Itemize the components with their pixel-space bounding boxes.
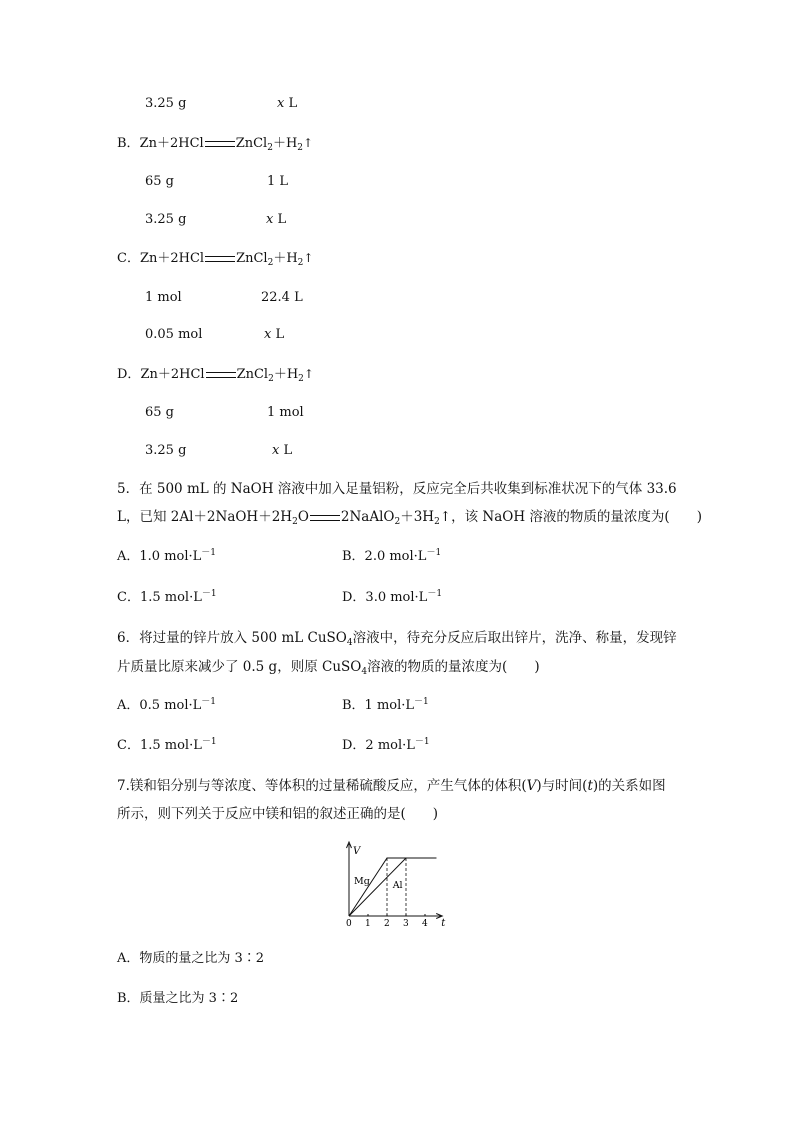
q7-option-b[interactable]: B．质量之比为 3∶2	[117, 991, 239, 1006]
q5-option-d[interactable]: D．3.0 $mol\cdot L^{-1}$	[342, 589, 443, 605]
q6-option-d[interactable]: D．2 $mol\cdot L^{-1}$	[342, 737, 430, 753]
x-tick-label: 2	[384, 919, 390, 929]
option-d-equation: D．Zn＋2HCl $ZnCl_2+H_2↑$	[117, 367, 314, 384]
q6-option-c[interactable]: C．1.5 $mol\cdot L^{-1}$	[117, 737, 217, 753]
q6-option-b[interactable]: B．1 $mol\cdot L^{-1}$	[342, 697, 429, 713]
question-7-line-1: 7.镁和铝分别与等浓度、等体积的过量稀硫酸反应，产生气体的体积(V)与时间(t)的关系如图	[117, 778, 666, 794]
q5-option-c[interactable]: C．1.5 $mol\cdot L^{-1}$	[117, 589, 217, 605]
option-d-row-1: 65 g 1 mol	[145, 405, 304, 420]
option-a-row2-left: 3.25 g	[145, 96, 187, 111]
option-c-equation: C．Zn＋2HCl $ZnCl_2+H_2↑$	[117, 251, 314, 268]
x-tick-label: 0	[346, 919, 352, 929]
series-label-mg: Mg	[354, 876, 370, 887]
x-axis-label: t	[441, 918, 446, 929]
option-b-equation: B．Zn＋2HCl $ZnCl_2+H_2↑$	[117, 136, 314, 153]
option-b-row-1: 65 g 1 L	[145, 174, 289, 189]
up-arrow-icon: ↑	[303, 251, 314, 265]
question-5-line-1: 5．在 500 mL 的 NaOH 溶液中加入足量铝粉，反应完全后共收集到标准状况下的气体 33.6	[117, 481, 677, 497]
equals-sign-icon	[310, 515, 340, 521]
option-a-row-2	[145, 95, 298, 113]
up-arrow-icon: ↑	[303, 367, 314, 381]
q5-option-a[interactable]: A．1.0 $mol\cdot L^{-1}$	[117, 548, 217, 564]
question-6-line-1: 6．将过量的锌片放入 500 mL CuSO$_4$溶液中，待充分反应后取出锌片，洗净、称量，发现锌	[117, 630, 677, 648]
option-a-row2-right: x L	[277, 96, 298, 111]
volume-time-chart	[335, 838, 455, 930]
series-label-al: Al	[392, 879, 403, 891]
question-7-line-2: 所示，则下列关于反应中镁和铝的叙述正确的是( )	[117, 806, 439, 822]
q7-option-a[interactable]: A．物质的量之比为 3∶2	[117, 951, 265, 966]
x-tick-label: 3	[403, 919, 409, 929]
q5-option-b[interactable]: B．2.0 $mol\cdot L^{-1}$	[342, 548, 442, 564]
y-axis-label: V	[353, 846, 361, 857]
q6-option-a[interactable]: A．0.5 $mol\cdot L^{-1}$	[117, 697, 217, 713]
x-tick-label: 1	[365, 919, 371, 929]
equals-sign-icon	[206, 372, 236, 378]
option-c-row-2: 0.05 mol x L	[145, 327, 285, 342]
up-arrow-icon: ↑	[303, 136, 314, 150]
option-d-row-2: 3.25 g x L	[145, 443, 293, 458]
option-b-row-2: 3.25 g x L	[145, 212, 287, 227]
question-5-line-2: L，已知 $2Al+2NaOH+2H_2O$ $2NaAlO_2+3H_2↑$，该 NaOH 溶液的物质的量浓度为( )	[117, 509, 702, 527]
option-c-row-1: 1 mol 22.4 L	[145, 290, 303, 305]
question-6-line-2: 片质量比原来减少了 0.5 g，则原 CuSO$_4$溶液的物质的量浓度为( )	[117, 659, 540, 677]
equals-sign-icon	[205, 141, 235, 147]
x-tick-label: 4	[422, 919, 428, 929]
equals-sign-icon	[205, 256, 235, 262]
